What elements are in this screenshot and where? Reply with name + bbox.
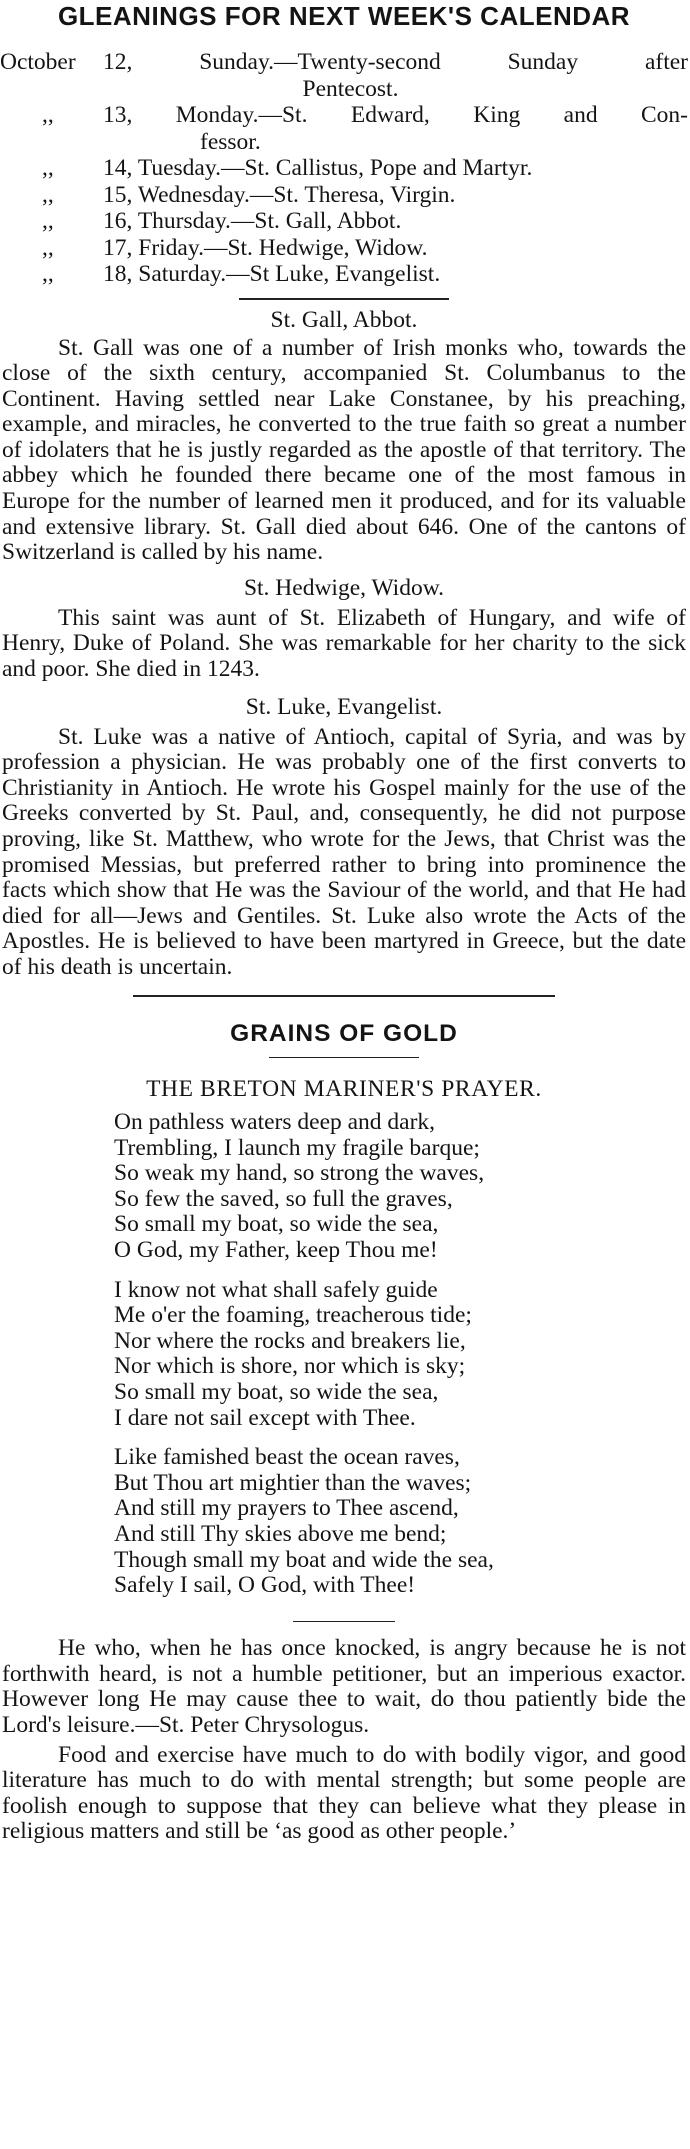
poem [114, 1110, 688, 1599]
calendar-text [103, 49, 688, 102]
poem-line: Nor which is shore, nor which is sky; [114, 1353, 466, 1380]
calendar-month: ,, [42, 208, 54, 234]
calendar-text: 15, Wednesday.—St. Theresa, Virgin. [103, 181, 456, 208]
saint-text-gall: St. Gall was one of a number of Irish monks who, towards the close of the sixth century, accompanied St. Columbanus to the Continent. Having settled near Lake Constanee, by his preaching, example, and miracles, he converted to the true faith so great a number of idolaters that he is justly regarded as the apostle of that territory. The abbey which he founded there became one of the most famous in Europe for the number of learned men it produced, and for its valuable and extensive library. St. Gall died about 646. One of the cantons of Switzerland is called by his name. [2, 334, 686, 566]
calendar-month: ,, [42, 234, 54, 261]
poem-line: But Thou art mightier than the waves; [114, 1469, 472, 1496]
poem-stanza [114, 1278, 688, 1432]
calendar-entry [0, 235, 688, 262]
poem-stanza [114, 1445, 688, 1599]
poem-line: So weak my hand, so strong the waves, [114, 1160, 485, 1187]
calendar-text: 18, Saturday.—St Luke, Evangelist. [103, 261, 441, 287]
poem-line: Though small my boat and wide the sea, [114, 1546, 494, 1573]
poem-line: Me o'er the foaming, treacherous tide; [114, 1302, 472, 1329]
calendar-line: fessor. [200, 128, 261, 155]
calendar-text: 17, Friday.—St. Hedwige, Widow. [103, 234, 428, 261]
calendar-list [0, 49, 688, 288]
poem-line: And still my prayers to Thee ascend, [114, 1495, 459, 1522]
poem-line: On pathless waters deep and dark, [114, 1109, 436, 1136]
poem-line: Nor where the rocks and breakers lie, [114, 1327, 466, 1354]
poem-title: THE BRETON MARINER'S PRAYER. [146, 1076, 542, 1103]
divider [269, 1057, 419, 1059]
poem-line: O God, my Father, keep Thou me! [114, 1237, 438, 1264]
poem-line: And still Thy skies above me bend; [114, 1520, 447, 1547]
calendar-entry [0, 182, 688, 209]
calendar-line: 13, Monday.—St. Edward, King and Con- [103, 102, 688, 128]
calendar-text [103, 102, 688, 155]
divider [239, 298, 449, 300]
saint-title-gall: St. Gall, Abbot. [270, 306, 418, 333]
page-title: GLEANINGS FOR NEXT WEEK'S CALENDAR [57, 1, 631, 31]
calendar-month: ,, [42, 102, 54, 128]
calendar-entry [0, 49, 688, 102]
poem-line: Trembling, I launch my fragile barque; [114, 1134, 480, 1161]
calendar-text: 14, Tuesday.—St. Callistus, Pope and Martyr. [103, 155, 533, 181]
quote-paragraph: He who, when he has once knocked, is angry because he is not forthwith heard, is not a humble petitioner, but an imperious exactor. However long He may cause thee to wait, do thou patiently bide the Lord's leisure.—St. Peter Chrysologus. [2, 1635, 686, 1739]
poem-line: I dare not sail except with Thee. [114, 1404, 416, 1431]
saint-text-hedwige: This saint was aunt of St. Elizabeth of Hungary, and wife of Henry, Duke of Poland. She was remarkable for her charity to the sick and poor. She died in 1243. [2, 604, 686, 683]
prose-section [0, 1636, 688, 1845]
divider [133, 995, 555, 997]
calendar-month: October [0, 49, 76, 75]
poem-line: Safely I sail, O God, with Thee! [114, 1572, 416, 1599]
calendar-month: ,, [42, 181, 54, 208]
saint-title-luke: St. Luke, Evangelist. [245, 693, 443, 720]
poem-line: So small my boat, so wide the sea, [114, 1211, 439, 1238]
calendar-line: Pentecost. [302, 75, 399, 102]
calendar-text: 16, Thursday.—St. Gall, Abbot. [103, 208, 402, 234]
poem-line: I know not what shall safely guide [114, 1276, 438, 1303]
prose-paragraph: Food and exercise have much to do with bodily vigor, and good literature has much to do with mental strength; but some people are foolish enough to suppose that they can believe what they please in religious matters and still be ‘as good as other people.’ [2, 1741, 686, 1845]
calendar-line: 12, Sunday.—Twenty-second Sunday after [103, 49, 688, 75]
saint-title-hedwige: St. Hedwige, Widow. [243, 574, 445, 601]
calendar-entry [0, 102, 688, 155]
calendar-month: ,, [42, 155, 54, 181]
saint-text-luke: St. Luke was a native of Antioch, capital of Syria, and was by profession a physician. He was probably one of the first converts to Christianity in Antioch. He wrote his Gospel mainly for the use of the Greeks converted by St. Paul, and, consequently, he did not purpose proving, like St. Matthew, who wrote for the Jews, that Christ was the promised Messias, but preferred rather to bring into prominence the facts which show that He was the Saviour of the world, and that He had died for all—Jews and Gentiles. St. Luke also wrote the Acts of the Apostles. He is believed to have been martyred in Greece, but the date of his death is uncertain. [2, 723, 686, 980]
calendar-month: ,, [42, 261, 54, 287]
calendar-entry [0, 155, 688, 182]
grains-heading: GRAINS OF GOLD [230, 1019, 458, 1047]
poem-line: So small my boat, so wide the sea, [114, 1379, 439, 1405]
calendar-entry [0, 208, 688, 235]
divider [293, 1621, 395, 1623]
poem-line: Like famished beast the ocean raves, [114, 1444, 460, 1471]
poem-line: So few the saved, so full the graves, [114, 1185, 453, 1212]
poem-stanza [114, 1110, 688, 1264]
calendar-entry [0, 261, 688, 288]
